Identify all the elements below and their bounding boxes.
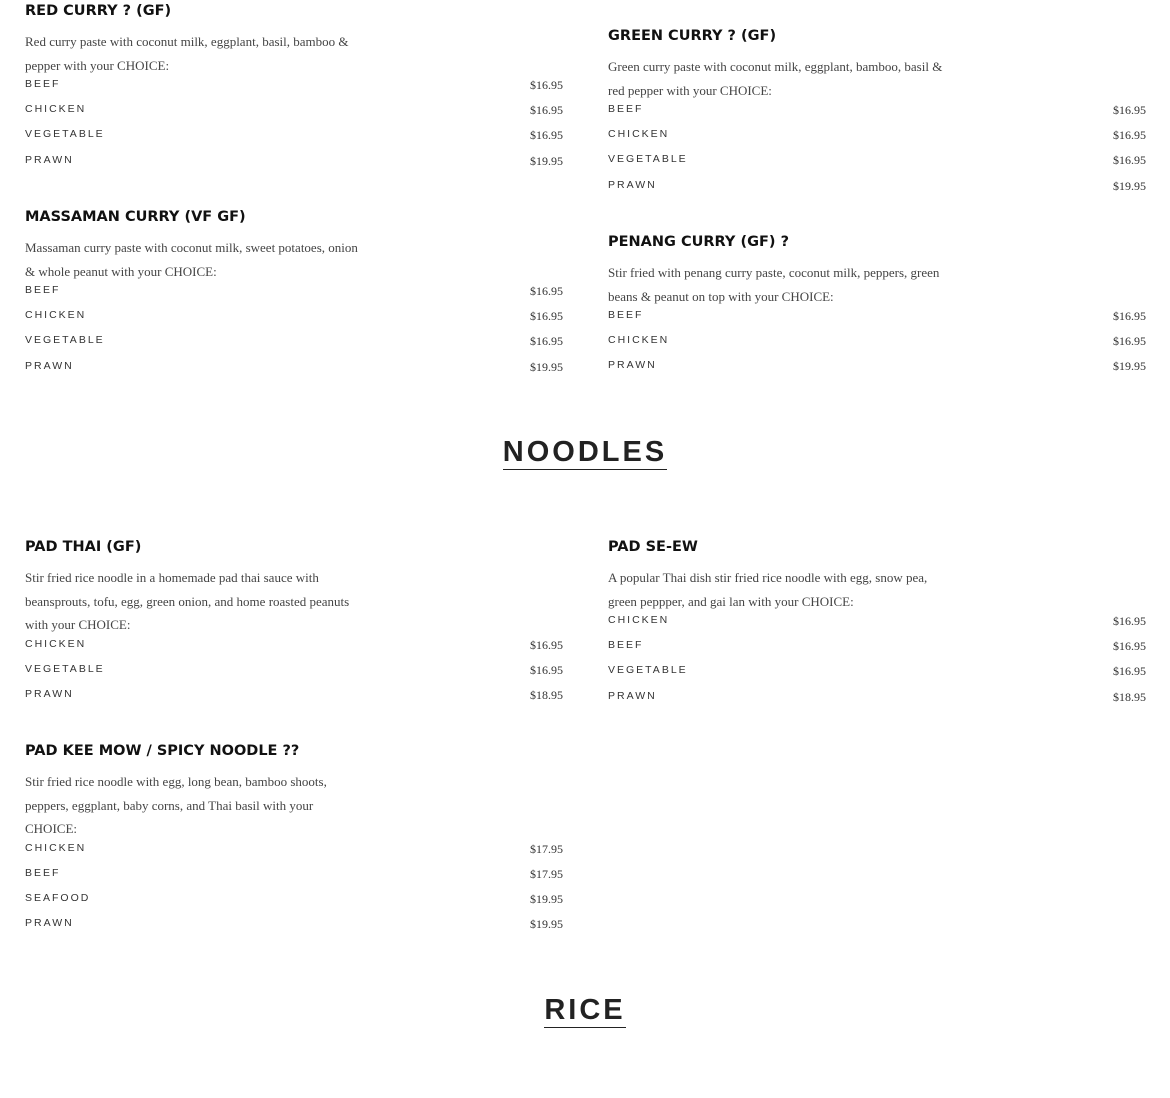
- item-title: PENANG CURRY (GF) ?: [608, 234, 789, 250]
- option-price: $19.95: [530, 153, 563, 168]
- option-name: PRAWN: [608, 689, 657, 702]
- option-price: $16.95: [1113, 614, 1146, 628]
- noodles-left-column-2: [25, 740, 563, 941]
- option-name: CHICKEN: [608, 128, 670, 141]
- option-row: [608, 308, 1146, 333]
- menu-item-pad-se-ew: [608, 536, 1146, 714]
- curry-left-column: [25, 0, 563, 178]
- section-title-text: RICE: [544, 994, 626, 1026]
- option-price: $19.95: [530, 891, 563, 906]
- option-price: $19.95: [1113, 178, 1146, 193]
- item-title: PAD THAI (GF): [25, 539, 142, 555]
- option-row: [608, 127, 1146, 152]
- section-title-text: NOODLES: [502, 436, 668, 468]
- option-row: [608, 152, 1146, 177]
- option-row: [608, 358, 1146, 383]
- option-row: [25, 687, 563, 712]
- item-description: Green curry paste with coconut milk, eggplant, bamboo, basil & red pepper with your CHOICE:: [608, 59, 943, 98]
- option-name: VEGETABLE: [608, 664, 688, 677]
- item-description: Massaman curry paste with coconut milk, sweet potatoes, onion & whole peanut with your CHOICE:: [25, 240, 358, 279]
- option-row: [25, 283, 563, 308]
- item-description: A popular Thai dish stir fried rice noodle with egg, snow pea, green peppper, and gai lan with your CHOICE:: [608, 570, 928, 609]
- option-price: $16.95: [530, 103, 563, 118]
- option-name: BEEF: [25, 866, 61, 879]
- option-name: VEGETABLE: [25, 662, 105, 675]
- option-row: [25, 662, 563, 687]
- option-price: $16.95: [530, 128, 563, 143]
- curry-left-column-2: [25, 206, 563, 384]
- option-name: BEEF: [608, 639, 644, 652]
- item-title: MASSAMAN CURRY (VF GF): [25, 209, 246, 225]
- option-price: $19.95: [530, 917, 563, 932]
- option-name: BEEF: [608, 309, 644, 321]
- option-row: [608, 638, 1146, 663]
- item-description: Stir fried rice noodle with egg, long bean, bamboo shoots, peppers, eggplant, baby corns, and Thai basil with your CHOICE:: [25, 774, 327, 836]
- option-price: $17.95: [530, 866, 563, 881]
- option-name: PRAWN: [25, 359, 74, 372]
- option-price: $17.95: [530, 841, 563, 856]
- option-row: [25, 891, 563, 916]
- option-price: $16.95: [1113, 664, 1146, 679]
- option-row: [25, 308, 563, 333]
- menu-item-red-curry: [25, 0, 563, 178]
- option-price: $16.95: [1113, 309, 1146, 323]
- option-name: VEGETABLE: [25, 128, 105, 141]
- option-price: $16.95: [1113, 153, 1146, 168]
- option-row: [25, 127, 563, 152]
- item-title: GREEN CURRY ? (GF): [608, 28, 777, 44]
- menu-item-penang-curry: [608, 231, 1146, 384]
- option-name: PRAWN: [25, 153, 74, 166]
- item-description: Stir fried rice noodle in a homemade pad thai sauce with beansprouts, tofu, egg, green onion, and home roasted peanuts with your CHOICE:: [25, 570, 350, 632]
- option-price: $19.95: [1113, 359, 1146, 374]
- option-name: PRAWN: [25, 917, 74, 930]
- noodles-right-column: [608, 536, 1146, 714]
- option-price: $18.95: [530, 687, 563, 702]
- option-price: $16.95: [530, 662, 563, 677]
- option-row: [608, 613, 1146, 638]
- item-title: PAD KEE MOW / SPICY NOODLE ??: [25, 743, 300, 759]
- option-price: $16.95: [530, 78, 563, 92]
- option-price: $19.95: [530, 359, 563, 374]
- option-row: [25, 866, 563, 891]
- option-name: BEEF: [25, 284, 61, 296]
- option-price: $16.95: [1113, 334, 1146, 349]
- option-row: [25, 77, 563, 102]
- curry-right-column-2: [608, 231, 1146, 384]
- option-price: $16.95: [530, 334, 563, 349]
- option-price: $16.95: [530, 637, 563, 652]
- option-row: [25, 841, 563, 866]
- option-name: BEEF: [608, 103, 644, 115]
- option-row: [608, 663, 1146, 688]
- option-name: PRAWN: [608, 178, 657, 191]
- menu-item-massaman-curry: [25, 206, 563, 384]
- section-title-rice: [0, 993, 1170, 1028]
- option-price: $16.95: [530, 309, 563, 324]
- item-title: RED CURRY ? (GF): [25, 3, 172, 19]
- option-row: [608, 689, 1146, 714]
- option-name: PRAWN: [608, 359, 657, 372]
- item-title: PAD SE-EW: [608, 539, 698, 555]
- option-name: CHICKEN: [25, 841, 87, 854]
- option-name: CHICKEN: [25, 103, 87, 116]
- option-row: [608, 178, 1146, 203]
- option-row: [608, 102, 1146, 127]
- item-description: Red curry paste with coconut milk, eggplant, basil, bamboo & pepper with your CHOICE:: [25, 34, 349, 73]
- option-row: [25, 102, 563, 127]
- option-name: SEAFOOD: [25, 891, 91, 904]
- item-description: Stir fried with penang curry paste, coconut milk, peppers, green beans & peanut on top with your CHOICE:: [608, 265, 940, 304]
- option-row: [25, 359, 563, 384]
- option-price: $18.95: [1113, 689, 1146, 704]
- option-row: [25, 153, 563, 178]
- option-name: VEGETABLE: [608, 153, 688, 166]
- menu-item-pad-thai: [25, 536, 563, 712]
- option-name: CHICKEN: [25, 309, 87, 322]
- option-name: CHICKEN: [608, 614, 670, 626]
- option-name: VEGETABLE: [25, 334, 105, 347]
- option-price: $16.95: [1113, 128, 1146, 143]
- option-name: PRAWN: [25, 687, 74, 700]
- menu-item-green-curry: [608, 25, 1146, 203]
- noodles-left-column: [25, 536, 563, 712]
- option-price: $16.95: [1113, 103, 1146, 117]
- section-title-noodles: [0, 435, 1170, 470]
- option-name: CHICKEN: [25, 637, 87, 650]
- option-row: [608, 333, 1146, 358]
- option-row: [25, 333, 563, 358]
- option-price: $16.95: [530, 284, 563, 298]
- curry-right-column: [608, 25, 1146, 203]
- option-name: CHICKEN: [608, 334, 670, 347]
- menu-item-pad-kee-mow: [25, 740, 563, 941]
- option-row: [25, 916, 563, 941]
- option-price: $16.95: [1113, 639, 1146, 654]
- option-row: [25, 637, 563, 662]
- option-name: BEEF: [25, 78, 61, 90]
